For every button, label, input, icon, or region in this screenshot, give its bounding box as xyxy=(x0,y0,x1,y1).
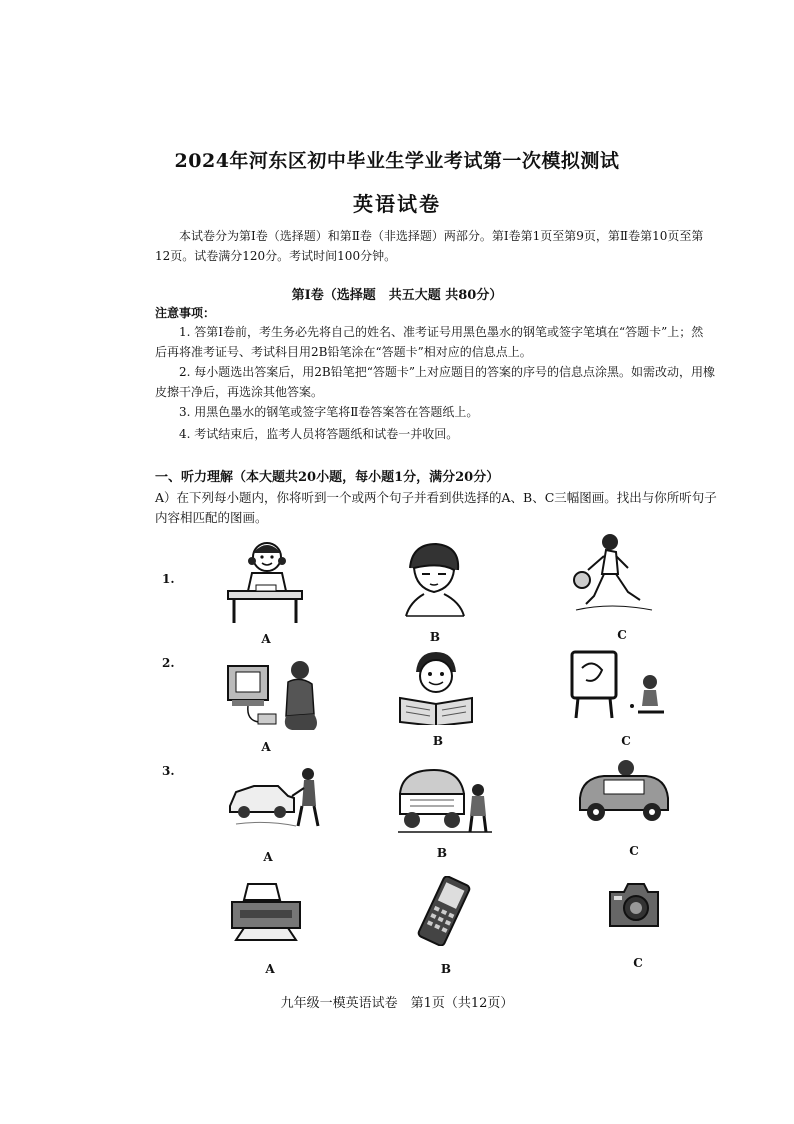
option-label: C xyxy=(621,734,631,748)
man-repairing-car-icon[interactable] xyxy=(394,764,494,836)
notice-title: 注意事项： xyxy=(155,306,216,320)
notice-item-2: 2. 每小题选出答案后，用2B铅笔把“答题卡”上对应题目的答案的序号的信息点涂黑。如需改动，用橡皮擦干净后，再选涂其他答案。 xyxy=(155,365,715,399)
option-label: A xyxy=(261,740,271,754)
page-footer: 九年级一模英语试卷 第1页（共12页） xyxy=(280,996,514,1011)
option-label: C xyxy=(633,956,643,970)
man-washing-car-icon[interactable] xyxy=(226,766,326,831)
computer-and-person-icon[interactable] xyxy=(222,654,322,734)
listening-instruction: A）在下列每小题内，你将听到一个或两个句子并看到供选择的A、B、C三幅图画。找出与你所听句子内容相匹配的图画。 xyxy=(155,490,717,525)
option-label: B xyxy=(429,630,441,644)
camera-icon[interactable] xyxy=(604,880,664,930)
option-label: A xyxy=(261,632,271,646)
exam-intro: 本试卷分为第Ⅰ卷（选择题）和第Ⅱ卷（非选择题）两部分。第Ⅰ卷第1页至第9页，第Ⅱ卷第10页至第12页。试卷满分120分。考试时间100分钟。 xyxy=(155,229,704,263)
notice-item-1: 1. 答第Ⅰ卷前，考生务必先将自己的姓名、准考证号用黑色墨水的钢笔或签字笔填在“答题卡”上；然后再将准考证号、考试科目用2B铅笔涂在“答题卡”相对应的信息点上。 xyxy=(155,325,704,359)
option-label: B xyxy=(440,962,452,976)
mobile-phone-icon[interactable] xyxy=(414,876,474,946)
printer-icon[interactable] xyxy=(226,880,306,945)
boy-reading-book-icon[interactable] xyxy=(396,650,476,725)
question-number: 1. xyxy=(162,572,175,586)
tv-and-child-icon[interactable] xyxy=(568,648,668,723)
sleeping-person-icon[interactable] xyxy=(400,538,470,618)
option-label: B xyxy=(436,846,448,860)
question-number: 3. xyxy=(162,764,175,778)
option-label: B xyxy=(432,734,444,748)
option-label: C xyxy=(629,844,639,858)
exam-subtitle: 英语试卷 xyxy=(353,192,441,216)
option-label: C xyxy=(617,628,627,642)
girl-at-desk-icon[interactable] xyxy=(222,535,312,625)
notice-item-3: 3. 用黑色墨水的钢笔或签字笔将Ⅱ卷答案答在答题纸上。 xyxy=(179,405,479,419)
question-number: 2. xyxy=(162,656,175,670)
volume1-heading: 第Ⅰ卷（选择题 共五大题 共80分） xyxy=(291,288,503,303)
boy-playing-ball-icon[interactable] xyxy=(566,530,656,615)
exam-title: 2024年河东区初中毕业生学业考试第一次模拟测试 xyxy=(174,150,620,172)
notice-item-4: 4. 考试结束后，监考人员将答题纸和试卷一并收回。 xyxy=(179,427,459,441)
option-label: A xyxy=(265,962,275,976)
listening-heading: 一、听力理解（本大题共20小题，每小题1分，满分20分） xyxy=(155,470,500,485)
man-driving-car-icon[interactable] xyxy=(574,754,674,829)
option-label: A xyxy=(263,850,273,864)
